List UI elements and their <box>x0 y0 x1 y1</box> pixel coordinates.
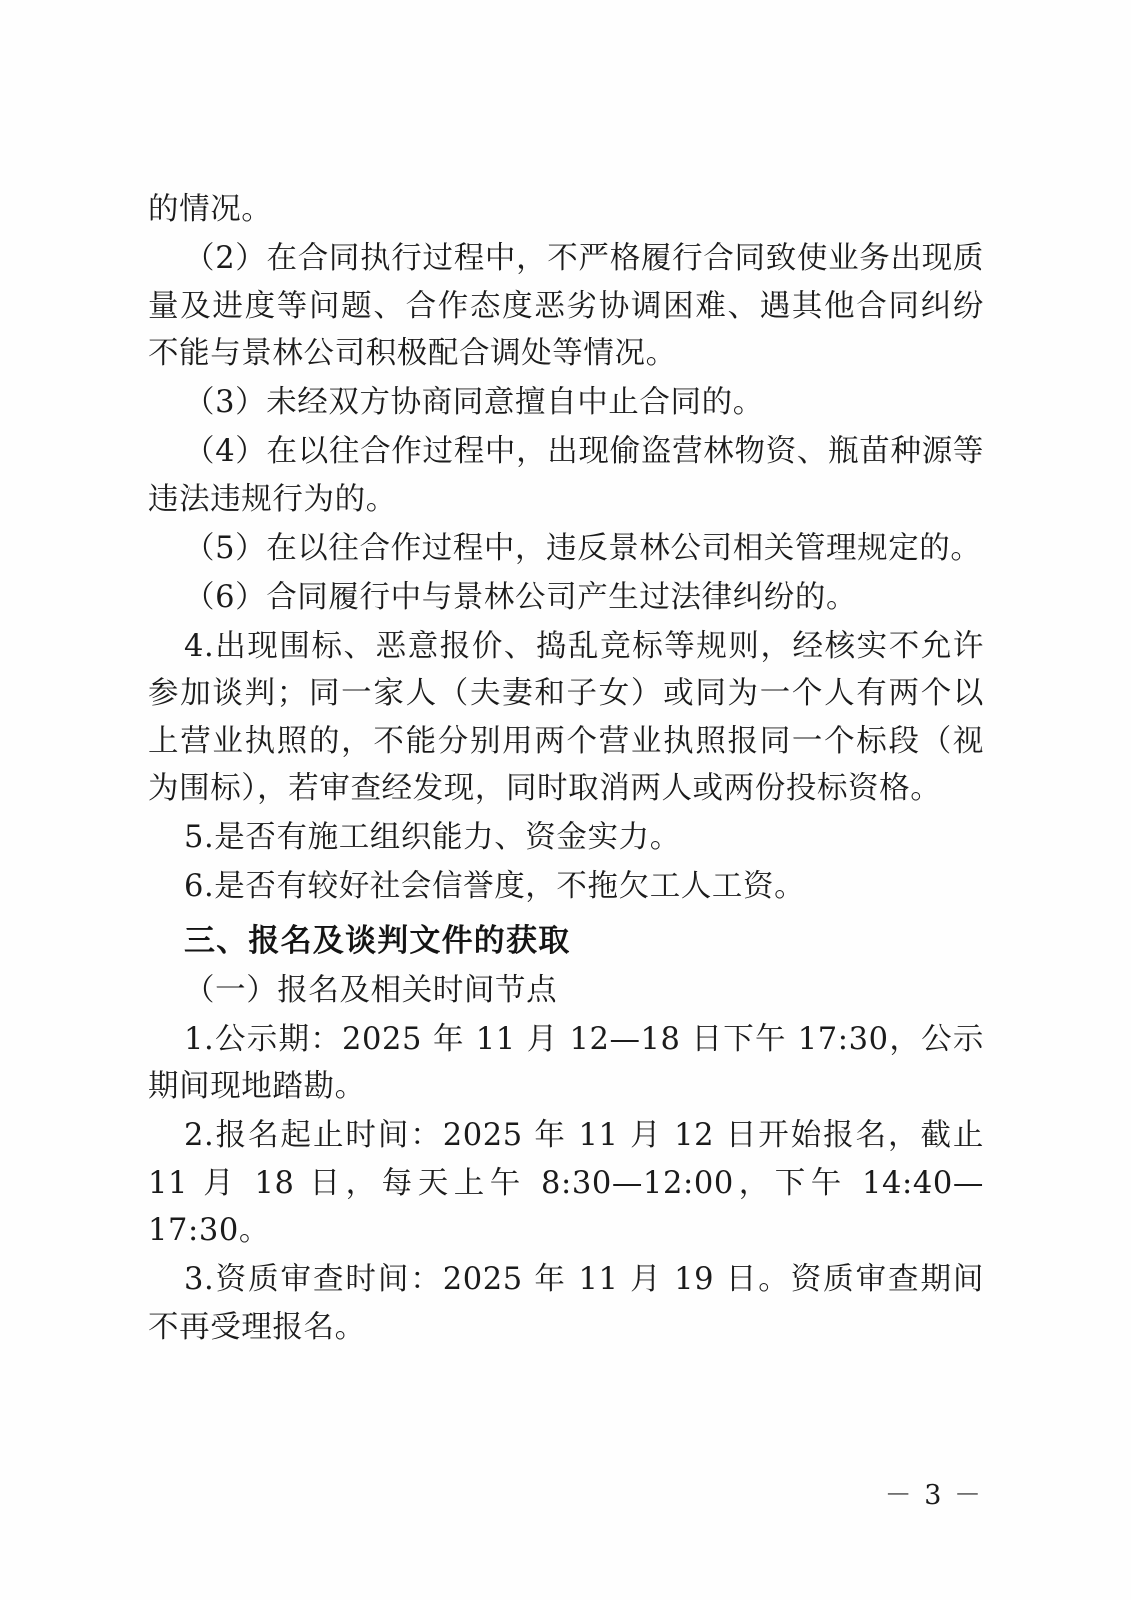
subsection-heading: （一）报名及相关时间节点 <box>184 972 558 1008</box>
paragraph-block: （5）在以往合作过程中，违反景林公司相关管理规定的。 <box>184 530 982 566</box>
paragraph-block: （4）在以往合作过程中，出现偷盗营林物资、瓶苗种源等违法违规行为的。 <box>148 434 984 517</box>
paragraph-block: 1.公示期：2025 年 11 月 12—18 日下午 17:30，公示期间现地踏勘。 <box>148 1021 984 1104</box>
paragraph-block: 2.报名起止时间：2025 年 11 月 12 日开始报名，截止 11 月 18 日，每天上午 8:30—12:00，下午 14:40—17:30。 <box>148 1118 984 1248</box>
paragraph-block: 3.资质审查时间：2025 年 11 月 19 日。资质审查期间不再受理报名。 <box>148 1262 984 1345</box>
paragraph-block: （3）未经双方协商同意擅自中止合同的。 <box>184 385 764 420</box>
paragraph-block: 6.是否有较好社会信誉度，不拖欠工人工资。 <box>184 869 806 904</box>
paragraph-block: 的情况。 <box>148 192 273 227</box>
document-body <box>148 186 984 1353</box>
paragraph-block: 5.是否有施工组织能力、资金实力。 <box>184 820 681 855</box>
paragraph-block: （2）在合同执行过程中，不严格履行合同致使业务出现质量及进度等问题、合作态度恶劣协调困难、遇其他合同纠纷不能与景林公司积极配合调处等情况。 <box>148 241 984 371</box>
paragraph-block: 4.出现围标、恶意报价、捣乱竞标等规则，经核实不允许参加谈判；同一家人（夫妻和子女）或同为一个人有两个以上营业执照的，不能分别用两个营业执照报同一个标段（视为围标），若审查经发现，同时取消两人或两份投标资格。 <box>148 628 984 806</box>
page-number: － 3 － <box>884 1480 983 1511</box>
paragraph-block: （6）合同履行中与景林公司产生过法律纠纷的。 <box>184 579 858 615</box>
section-heading: 三、报名及谈判文件的获取 <box>184 922 571 959</box>
